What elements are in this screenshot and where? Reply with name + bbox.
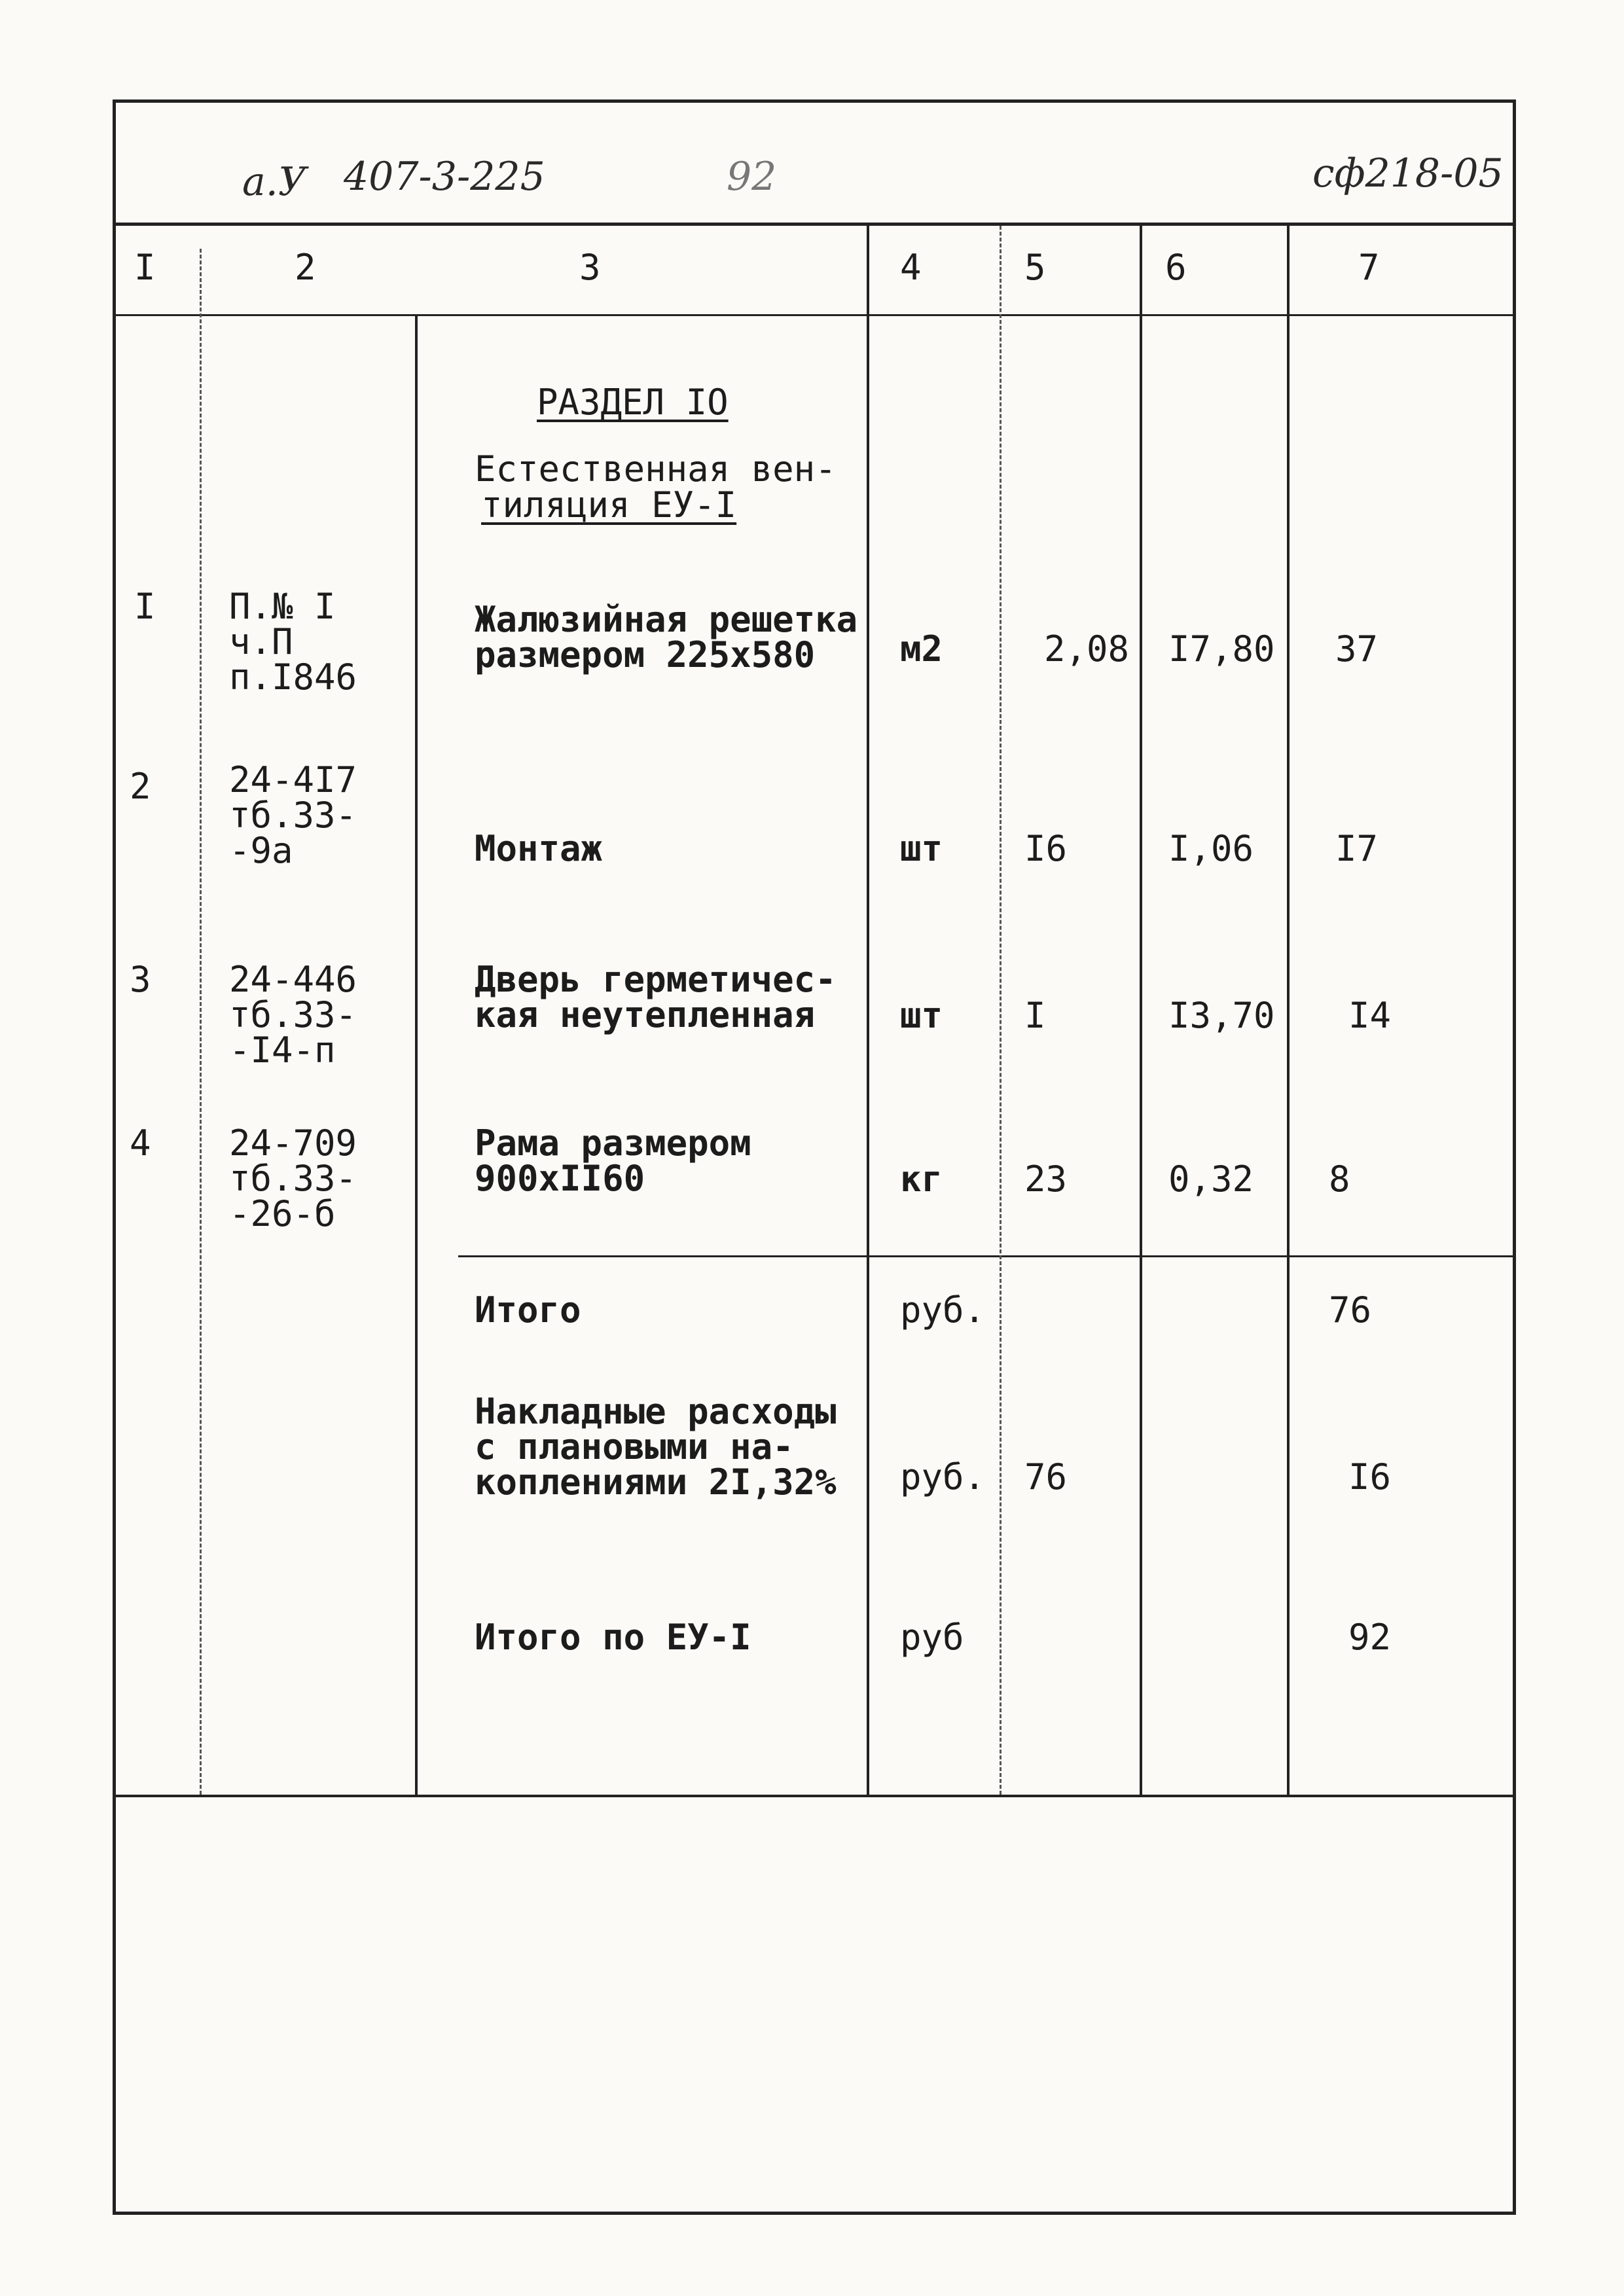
column-header-7: 7: [1358, 247, 1380, 288]
column-header-rule: [113, 314, 1516, 316]
summary-1-unit: руб.: [900, 1289, 986, 1331]
row-4-unit: кг: [900, 1158, 943, 1200]
column-header-5: 5: [1024, 247, 1046, 288]
table-bottom-rule: [113, 1795, 1516, 1797]
row-1-unit: м2: [900, 628, 943, 670]
col-divider-4: [1000, 226, 1001, 1795]
col-divider-2: [415, 314, 418, 1795]
summary-2-unit: руб.: [900, 1456, 986, 1498]
section-subtitle-line1: Естественная вен-: [475, 448, 837, 490]
row-3-price: I3,70: [1168, 995, 1275, 1036]
row-3-qty: I: [1024, 995, 1046, 1036]
row-3-num: 3: [130, 959, 151, 1000]
row-1-num: I: [134, 586, 156, 627]
section-subtitle-line2: тиляция ЕУ-I: [481, 484, 737, 526]
row-3-total: I4: [1348, 995, 1392, 1036]
summary-2-name: Накладные расходы с плановыми на- коплениями 2I,32%: [475, 1391, 837, 1503]
column-header-4: 4: [900, 247, 922, 288]
column-header-2: 2: [295, 247, 316, 288]
row-1-qty: 2,08: [1044, 628, 1130, 670]
col-divider-1: [200, 249, 202, 1795]
summary-1-name: Итого: [475, 1289, 581, 1331]
row-2-num: 2: [130, 766, 151, 807]
col-divider-3: [867, 226, 869, 1795]
column-header-1: I: [134, 247, 156, 288]
row-2-name: Монтаж: [475, 828, 603, 869]
summary-rule: [458, 1255, 1516, 1257]
row-4-name: Рама размером 900хII60: [475, 1122, 751, 1199]
row-1-ref: П.№ I ч.П п.I846: [229, 586, 357, 698]
row-2-price: I,06: [1168, 828, 1254, 869]
header-page-number: 92: [727, 154, 777, 200]
section-title: РАЗДЕЛ IO: [537, 382, 729, 423]
row-4-qty: 23: [1024, 1158, 1068, 1200]
row-3-unit: шт: [900, 995, 943, 1036]
row-2-total: I7: [1335, 828, 1379, 869]
summary-2-qty: 76: [1024, 1456, 1068, 1498]
header-doc-number: 407-3-225: [344, 154, 545, 200]
row-2-ref: 24-4I7 тб.33- -9а: [229, 759, 357, 871]
column-header-3: 3: [579, 247, 601, 288]
header-rule: [113, 223, 1516, 226]
header-sheet-code: сф218-05: [1312, 151, 1504, 196]
summary-3-unit: руб: [900, 1617, 964, 1658]
row-1-total: 37: [1335, 628, 1379, 670]
row-3-ref: 24-446 тб.33- -I4-п: [229, 959, 357, 1071]
header-left-code: а.У: [242, 159, 307, 205]
row-2-qty: I6: [1024, 828, 1068, 869]
summary-3-total: 92: [1348, 1617, 1392, 1658]
summary-1-total: 76: [1329, 1289, 1372, 1331]
row-3-name: Дверь герметичес- кая неутепленная: [475, 959, 837, 1035]
row-1-name: Жалюзийная решетка размером 225х580: [475, 599, 858, 675]
row-4-total: 8: [1329, 1158, 1350, 1200]
summary-3-name: Итого по ЕУ-I: [475, 1617, 751, 1658]
row-4-price: 0,32: [1168, 1158, 1254, 1200]
row-1-price: I7,80: [1168, 628, 1275, 670]
row-2-unit: шт: [900, 828, 943, 869]
row-4-ref: 24-709 тб.33- -26-б: [229, 1122, 357, 1234]
summary-2-total: I6: [1348, 1456, 1392, 1498]
column-header-6: 6: [1165, 247, 1187, 288]
col-divider-6: [1287, 226, 1290, 1795]
row-4-num: 4: [130, 1122, 151, 1164]
col-divider-5: [1140, 226, 1142, 1795]
